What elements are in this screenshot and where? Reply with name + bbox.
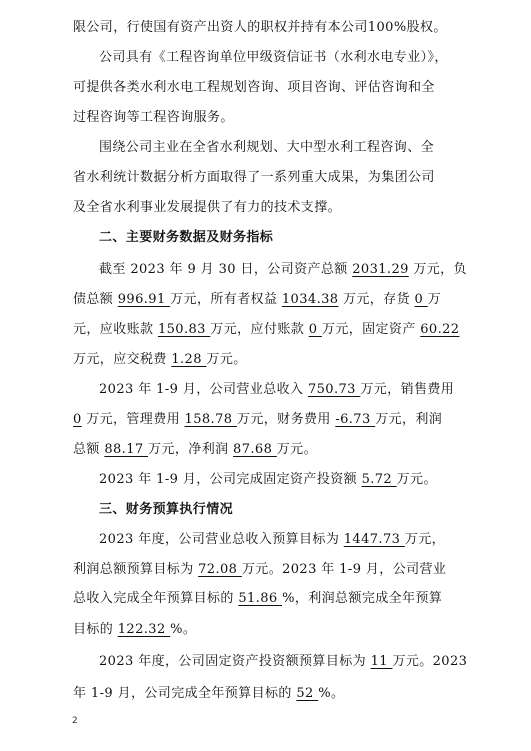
text: 总额	[73, 442, 105, 457]
page-number: 2	[72, 716, 78, 726]
profit-budget-value: 72.08	[198, 562, 242, 577]
text: 万元，利润	[375, 412, 443, 427]
text: %。	[318, 686, 345, 701]
owners-equity-value: 1034.38	[281, 292, 339, 307]
text: 万元，应交税费	[73, 352, 172, 367]
intro-line	[73, 18, 447, 38]
intro-line	[73, 108, 234, 128]
text: 限公司，行使国有资产出资人的职权并持有本公司100%股权。	[73, 20, 447, 35]
paragraph-line	[73, 320, 459, 340]
paragraph-line	[73, 440, 317, 460]
net-profit-value: 87.68	[233, 442, 277, 457]
text: 2023 年度，公司固定资产投资额预算目标为	[99, 654, 371, 669]
taxes-payable-value: 1.28	[171, 352, 207, 367]
text: 万元，固定资产	[321, 322, 421, 337]
intro-line	[99, 48, 448, 68]
text: 万元。2023	[392, 654, 468, 669]
text: 省水利统计数据分析方面取得了一系列重大成果，为集团公司	[73, 170, 435, 185]
text: 围绕公司主业在全省水利规划、大中型水利工程咨询、全	[99, 140, 435, 155]
text: 及全省水利事业发展提供了有力的技术支撑。	[73, 200, 342, 215]
text: %，利润总额完成全年预算	[282, 591, 443, 606]
paragraph-line	[99, 470, 437, 490]
total-profit-value: 88.17	[104, 442, 149, 457]
fixed-assets-value: 60.22	[420, 322, 460, 337]
paragraph-line	[73, 589, 442, 609]
profit-completion-value: 122.32	[117, 622, 171, 637]
text: 万元。2023 年 1-9 月，公司营业	[241, 562, 447, 577]
revenue-value: 750.73	[307, 382, 361, 397]
intro-line	[99, 138, 434, 158]
text: 目标的	[73, 622, 118, 637]
total-liabilities-value: 996.91	[117, 292, 171, 307]
text: 万元。	[276, 442, 317, 457]
text: 2023 年度，公司营业总收入预算目标为	[99, 532, 344, 547]
selling-expense-value: 0	[73, 412, 82, 427]
total-assets-value: 2031.29	[352, 262, 409, 277]
intro-line	[73, 168, 435, 188]
text: 年 1-9 月，公司完成全年预算目标的	[73, 686, 297, 701]
revenue-budget-value: 1447.73	[343, 532, 405, 547]
paragraph-line	[73, 410, 442, 430]
text: 万元，管理费用	[81, 412, 185, 427]
inventory-value: 0	[414, 292, 428, 307]
section-heading: 三、财务预算执行情况	[99, 502, 234, 517]
investment-completion-value: 52	[296, 686, 319, 701]
text: 公司具有《工程咨询单位甲级资信证书（水利水电专业）》，	[99, 50, 448, 65]
text: 万元，应付账款	[210, 322, 309, 337]
paragraph-line	[99, 260, 467, 280]
text: 利润总额预算目标为	[73, 562, 199, 577]
text: 万元，所有者权益	[170, 292, 282, 307]
text: 万元。	[396, 472, 437, 487]
text: 万元，负	[408, 262, 467, 277]
text: 万元，财务费用	[236, 412, 336, 427]
admin-expense-value: 158.78	[184, 412, 237, 427]
fixed-asset-investment-value: 5.72	[361, 472, 397, 487]
paragraph-line	[99, 380, 454, 400]
text: 可提供各类水利水电工程规划咨询、项目咨询、评估咨询和全	[73, 80, 435, 95]
paragraph-line	[73, 560, 446, 580]
text: 总收入完成全年预算目标的	[73, 591, 239, 606]
text: %。	[170, 622, 197, 637]
intro-line	[73, 198, 341, 218]
paragraph-line	[73, 684, 344, 704]
paragraph-line	[73, 350, 247, 370]
intro-line	[73, 78, 435, 98]
receivables-value: 150.83	[157, 322, 211, 337]
section-heading: 二、主要财务数据及财务指标	[99, 230, 274, 245]
text: 万元，净利润	[148, 442, 234, 457]
text: 万元，存货	[338, 292, 415, 307]
revenue-completion-value: 51.86	[238, 591, 283, 606]
text: 万元，销售费用	[360, 382, 455, 397]
finance-expense-value: -6.73	[335, 412, 376, 427]
text: 2023 年 1-9 月，公司营业总收入	[99, 382, 308, 397]
investment-budget-value: 11	[370, 654, 393, 669]
paragraph-line	[99, 530, 445, 550]
paragraph-line	[73, 290, 441, 310]
paragraph-line	[73, 620, 196, 640]
text: 万元。	[206, 352, 247, 367]
payables-value: 0	[308, 322, 322, 337]
text: 2023 年 1-9 月，公司完成固定资产投资额	[99, 472, 362, 487]
text: 元，应收账款	[73, 322, 158, 337]
text: 万	[427, 292, 442, 307]
text: 万元，	[404, 532, 446, 547]
text: 截至 2023 年 9 月 30 日，公司资产总额	[99, 262, 353, 277]
paragraph-line	[99, 652, 467, 672]
text: 债总额	[73, 292, 118, 307]
text: 过程咨询等工程咨询服务。	[73, 110, 234, 125]
